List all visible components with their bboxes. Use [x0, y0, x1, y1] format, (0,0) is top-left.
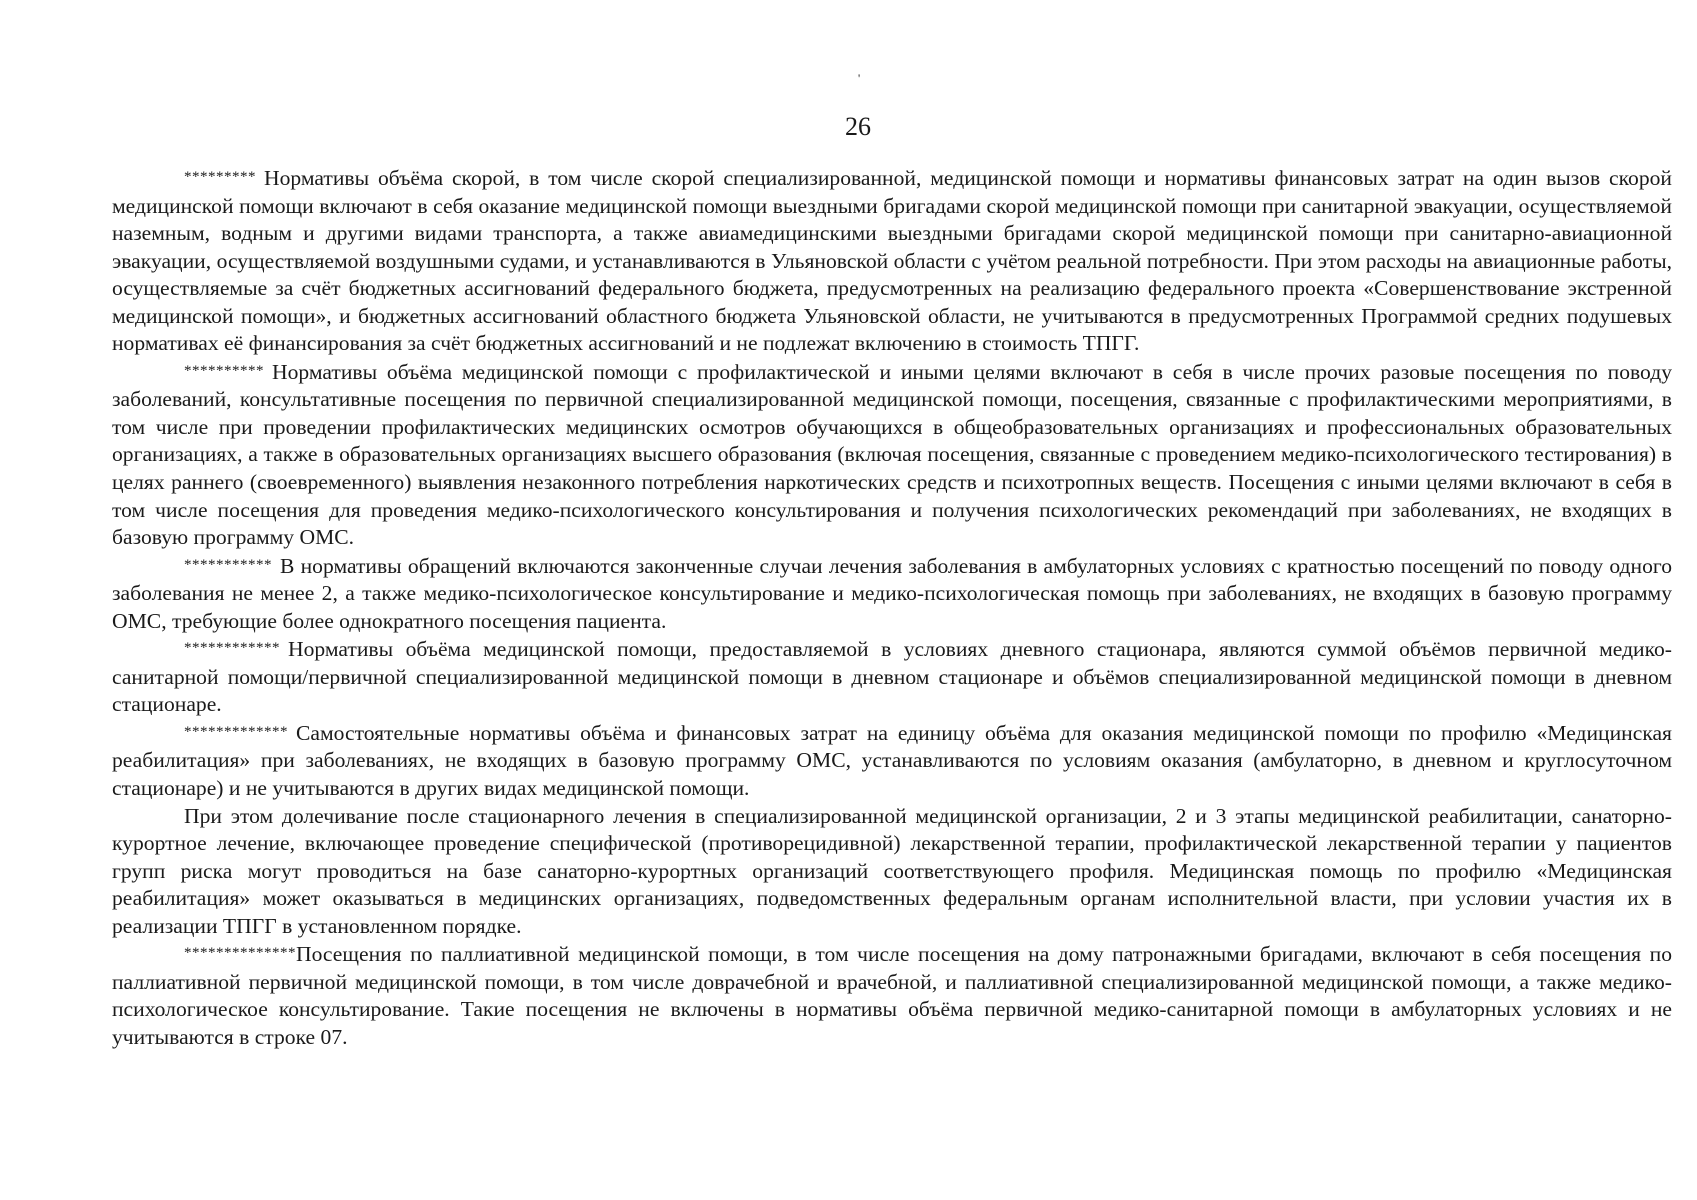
footnote-marker: ************: [184, 640, 280, 657]
footnotes-body: [112, 164, 1672, 1052]
footnote-marker: **********: [184, 362, 264, 379]
footnote-paragraph: [112, 552, 1672, 636]
footnote-text: Нормативы объёма медицинской помощи с профилактической и иными целями включают в себя в числе прочих разовые посещения по поводу заболеваний, консультативные посещения по первичной специализированной медицинской помощи, посещения, связанные с профилактическими мероприятиями, в том числе при проведении профилактических медицинских осмотров обучающихся в общеобразовательных организациях и профессиональных образовательных организациях, а также в образовательных организациях высшего образования (включая посещения, связанные с проведением медико-психологического тестирования) в целях раннего (своевременного) выявления незаконного потребления наркотических средств и психотропных веществ. Посещения с иными целями включают в себя в том числе посещения для проведения медико-психологического консультирования и получения психологических рекомендаций при заболеваниях, не входящих в базовую программу ОМС.: [112, 359, 1672, 550]
footnote-marker: **************: [184, 945, 296, 962]
footnote-paragraph: [112, 635, 1672, 719]
scan-mark: ': [858, 71, 861, 85]
footnote-paragraph: [112, 940, 1672, 1051]
footnote-marker: *************: [184, 723, 288, 740]
footnote-marker: ***********: [184, 556, 272, 573]
footnote-text: Посещения по паллиативной медицинской помощи, в том числе посещения на дому патронажными бригадами, включают в себя посещения по паллиативной первичной медицинской помощи, в том числе доврачебной и врачебной, и паллиативной специализированной медицинской помощи, а также медико-психологическое консультирование. Такие посещения не включены в нормативы объёма первичной медико-санитарной помощи в амбулаторных условиях и не учитываются в строке 07.: [112, 942, 1672, 1049]
page-number: 26: [845, 112, 871, 141]
body-paragraph: [112, 803, 1672, 941]
footnote-paragraph: [112, 358, 1672, 552]
footnote-marker: *********: [184, 169, 256, 185]
footnote-paragraph: [112, 719, 1672, 803]
paragraph-text: При этом долечивание после стационарного лечения в специализированной медицинской организации, 2 и 3 этапы медицинской реабилитации, санаторно-курортное лечение, включающее проведение специфической (противорецидивной) лекарственной терапии, профилактической лекарственной терапии у пациентов групп риска могут проводиться на базе санаторно-курортных организаций соответствующего профиля. Медицинская помощь по профилю «Медицинская реабилитация» может оказываться в медицинских организациях, подведомственных федеральным органам исполнительной власти, при условии участия их в реализации ТПГГ в установленном порядке.: [112, 803, 1672, 938]
footnote-text: Нормативы объёма медицинской помощи, предоставляемой в условиях дневного стационара, являются суммой объёмов первичной медико-санитарной помощи/первичной специализированной медицинской помощи в дневном стационаре и объёмов специализированной медицинской помощи в дневном стационаре.: [112, 637, 1672, 717]
footnote-paragraph: [112, 164, 1672, 358]
footnote-text: Нормативы объёма скорой, в том числе скорой специализированной, медицинской помощи и нормативы финансовых затрат на один вызов скорой медицинской помощи включают в себя оказание медицинской помощи выездными бригадами скорой медицинской помощи при санитарной эвакуации, осуществляемой наземным, водным и другими видами транспорта, а также авиамедицинскими выездными бригадами скорой медицинской помощи при санитарно-авиационной эвакуации, осуществляемой воздушными судами, и устанавливаются в Ульяновской области с учётом реальной потребности. При этом расходы на авиационные работы, осуществляемые за счёт бюджетных ассигнований федерального бюджета, предусмотренных на реализацию федерального проекта «Совершенствование экстренной медицинской помощи», и бюджетных ассигнований областного бюджета Ульяновской области, не учитываются в предусмотренных Программой средних подушевых нормативах её финансирования за счёт бюджетных ассигнований и не подлежат включению в стоимость ТПГГ.: [112, 166, 1672, 356]
footnote-text: В нормативы обращений включаются законченные случаи лечения заболевания в амбулаторных условиях с кратностью посещений по поводу одного заболевания не менее 2, а также медико-психологическое консультирование и медико-психологическая помощь при заболеваниях, не входящих в базовую программу ОМС, требующие более однократного посещения пациента.: [112, 553, 1672, 633]
footnote-text: Самостоятельные нормативы объёма и финансовых затрат на единицу объёма для оказания медицинской помощи по профилю «Медицинская реабилитация» при заболеваниях, не входящих в базовую программу ОМС, устанавливаются по условиям оказания (амбулаторно, в дневном и круглосуточном стационаре) и не учитываются в других видах медицинской помощи.: [112, 720, 1672, 801]
